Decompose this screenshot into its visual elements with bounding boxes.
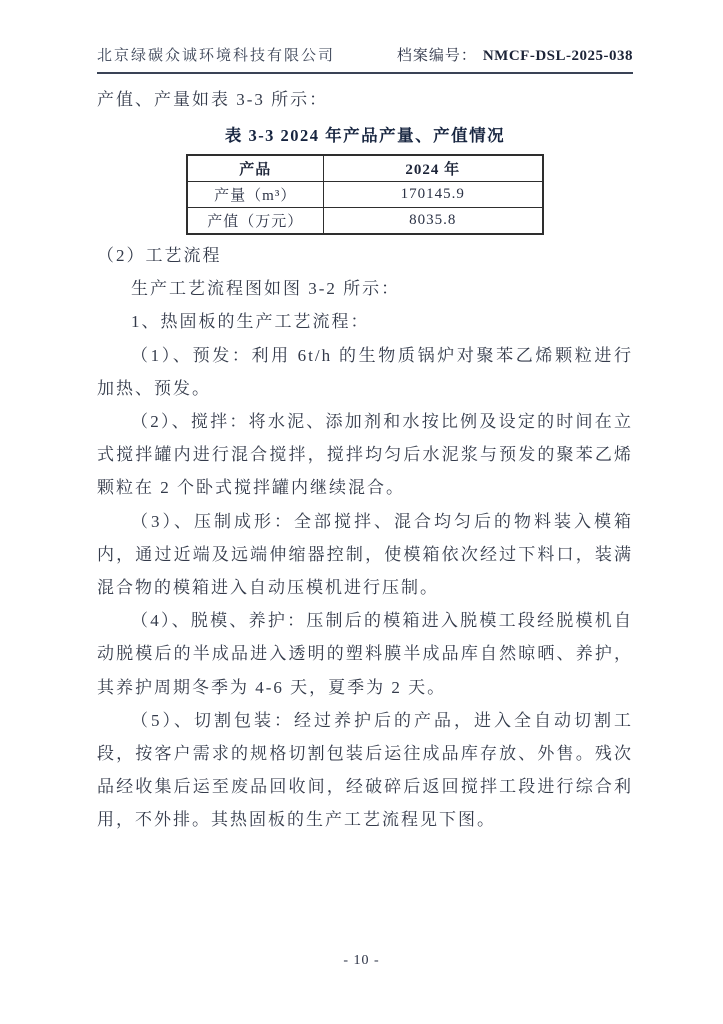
paragraph-step-5: （5）、切割包装：经过养护后的产品，进入全自动切割工段，按客户需求的规格切割包装后运往成品库存放、外售。残次品经收集后运至废品回收间，经破碎后返回搅拌工段进行综合利用，不外排。其热固板的生产工艺流程见下图。	[97, 710, 633, 830]
table-row-value	[187, 208, 543, 235]
body-text	[97, 239, 633, 837]
table-title: 表 3-3 2024 年产品产量、产值情况	[224, 126, 506, 145]
cell-output-value: 170145.9	[323, 182, 543, 208]
archive-label: 档案编号：	[396, 48, 477, 64]
header-archive	[397, 44, 633, 65]
page-header	[97, 44, 633, 74]
paragraph-step-3: （3）、压制成形：全部搅拌、混合均匀后的物料装入模箱内，通过近端及远端伸缩器控制，使模箱依次经过下料口，装满混合物的模箱进入自动压模机进行压制。	[97, 511, 633, 598]
table-header-year: 2024 年	[323, 155, 543, 182]
header-company-name: 北京绿碳众诚环境科技有限公司	[97, 48, 336, 64]
table-row-output	[187, 182, 543, 208]
cell-output-label: 产量（m³）	[187, 182, 323, 208]
cell-value-label: 产值（万元）	[187, 208, 323, 235]
paragraph-step-1: （1）、预发：利用 6t/h 的生物质锅炉对聚苯乙烯颗粒进行加热、预发。	[97, 345, 633, 398]
intro-text: 产值、产量如表 3-3 所示：	[97, 90, 329, 109]
paragraph-step-4: （4）、脱模、养护：压制后的模箱进入脱模工段经脱模机自动脱模后的半成品进入透明的塑料膜半成品库自然晾晒、养护，其养护周期冬季为 4-6 天，夏季为 2 天。	[97, 611, 633, 697]
page-footer	[0, 953, 723, 969]
archive-number: NMCF-DSL-2025-038	[482, 48, 633, 64]
table-header-row	[187, 155, 543, 182]
page-number: - 10 -	[343, 953, 380, 968]
cell-value-value: 8035.8	[323, 208, 543, 235]
paragraph-board-heading: 1、热固板的生产工艺流程：	[131, 312, 370, 332]
table-header-product: 产品	[187, 155, 323, 182]
paragraph-step-2: （2）、搅拌：将水泥、添加剂和水按比例及设定的时间在立式搅拌罐内进行混合搅拌，搅拌均匀后水泥浆与预发的聚苯乙烯颗粒在 2 个卧式搅拌罐内继续混合。	[97, 412, 633, 498]
section-heading-process: （2）工艺流程	[97, 246, 222, 265]
paragraph-flow-intro: 生产工艺流程图如图 3-2 所示：	[131, 279, 401, 299]
production-table	[186, 154, 544, 235]
